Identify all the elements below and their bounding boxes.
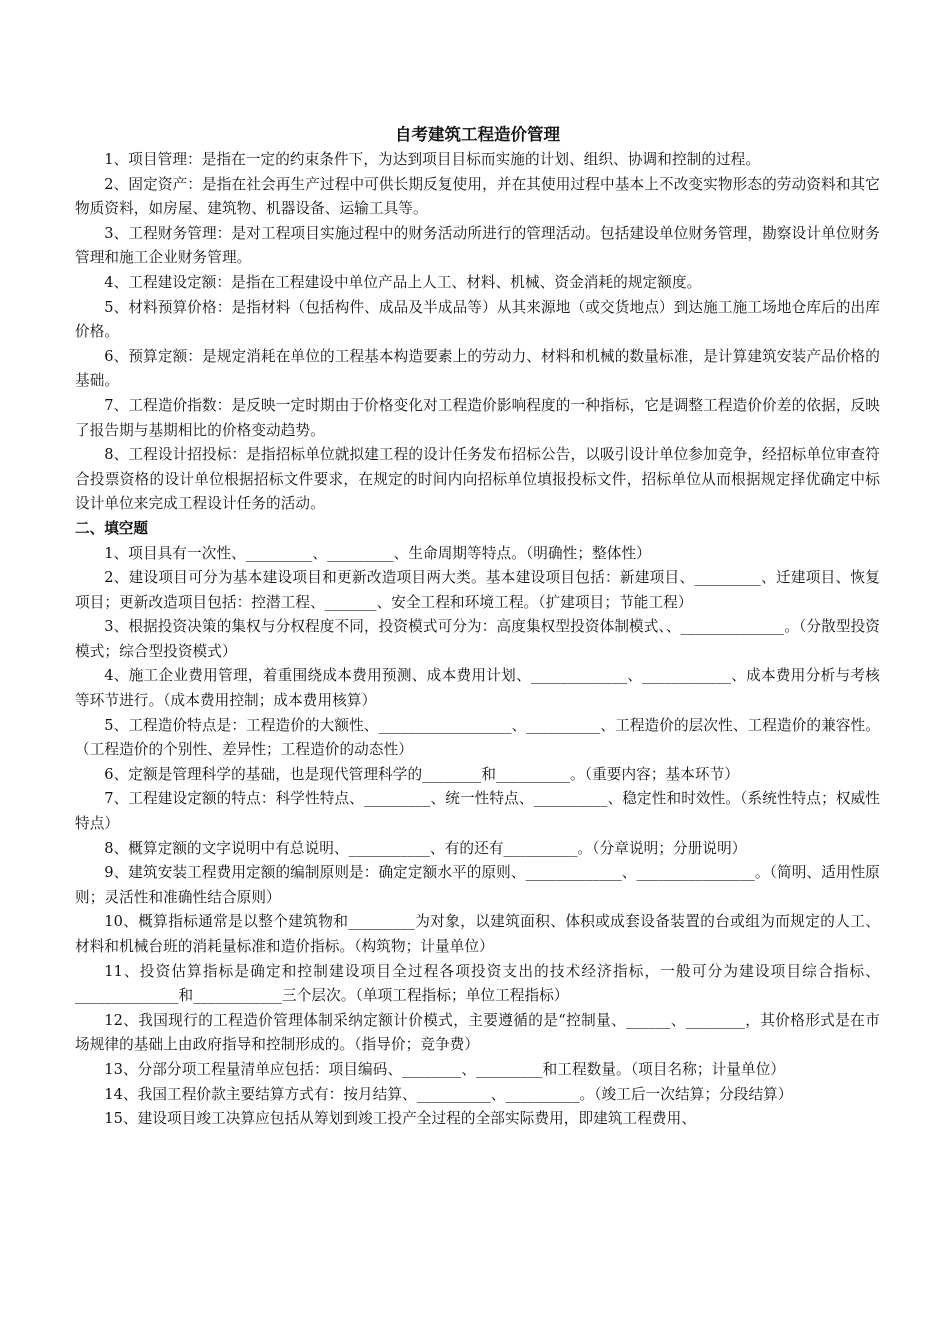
fill-in-item: 9、建筑安装工程费用定额的编制原则是：确定定额水平的原则、_____________、________________。（简明、适用性原则；灵活性和准确性结合原则）	[75, 864, 880, 906]
fill-in-item: 8、概算定额的文字说明中有总说明、___________、有的还有__________。（分章说明；分册说明）	[104, 839, 747, 857]
fill-in-item: 14、我国工程价款主要结算方式有：按月结算、__________、__________。（竣工后一次结算；分段结算）	[104, 1085, 793, 1103]
fill-in-item: 4、施工企业费用管理，着重围绕成本费用预测、成本费用计划、_____________、____________、成本费用分析与考核等环节进行。（成本费用控制；成本费用核算）	[75, 667, 880, 710]
fill-in-item: 3、根据投资决策的集权与分权程度不同，投资模式可分为：高度集权型投资体制模式、、______________。（分散型投资模式；综合型投资模式）	[75, 618, 880, 660]
definition-item: 5、材料预算价格：是指材料（包括构件、成品及半成品等）从其来源地（或交货地点）到达施工施工场地仓库后的出库价格。	[75, 298, 880, 341]
fill-in-item: 5、工程造价特点是：工程造价的大额性、__________________、__________、工程造价的层次性、工程造价的兼容性。（工程造价的个别性、差异性；工程造价的动态性）	[75, 716, 880, 759]
fill-in-item: 11、投资估算指标是确定和控制建设项目全过程各项投资支出的技术经济指标，一般可分为建设项目综合指标、______________和____________三个层次。（单项工程指标；单位工程指标）	[75, 962, 880, 1005]
fill-in-item: 1、项目具有一次性、_________、_________、生命周期等特点。（明确性；整体性）	[104, 544, 651, 562]
definition-item: 8、工程设计招投标：是指招标单位就拟建工程的设计任务发布招标公告，以吸引设计单位参加竞争，经招标单位审查符合投票资格的设计单位根据招标文件要求，在规定的时间内向招标单位填报投标文件，招标单位从而根据规定择优确定中标设计单位来完成工程设计任务的活动。	[75, 446, 880, 513]
definition-item: 2、固定资产：是指在社会再生产过程中可供长期反复使用，并在其使用过程中基本上不改变实物形态的劳动资料和其它物质资料，如房屋、建筑物、机器设备、运输工具等。	[75, 175, 880, 218]
definition-item: 3、工程财务管理：是对工程项目实施过程中的财务活动所进行的管理活动。包括建设单位财务管理，勘察设计单位财务管理和施工企业财务管理。	[75, 224, 880, 267]
fill-in-item: 7、工程建设定额的特点：科学性特点、_________、统一性特点、__________、稳定性和时效性。（系统性特点；权威性特点）	[75, 790, 880, 833]
fill-in-item: 2、建设项目可分为基本建设项目和更新改造项目两大类。基本建设项目包括：新建项目、_________、迁建项目、恢复项目；更新改造项目包括：控潜工程、_______、安全工程和环境工程。（扩建项目；节能工程）	[75, 569, 880, 611]
definition-item: 7、工程造价指数：是反映一定时期由于价格变化对工程造价影响程度的一种指标，它是调整工程造价价差的依据，反映了报告期与基期相比的价格变动趋势。	[75, 396, 880, 439]
document-page	[75, 124, 880, 1132]
fill-in-item: 13、分部分项工程量清单应包括：项目编码、________、_________和工程数量。（项目名称；计量单位）	[104, 1060, 786, 1078]
definition-item: 4、工程建设定额：是指在工程建设中单位产品上人工、材料、机械、资金消耗的规定额度。	[104, 273, 702, 291]
definition-item: 1、项目管理：是指在一定的约束条件下，为达到项目目标而实施的计划、组织、协调和控制的过程。	[104, 151, 761, 168]
fill-in-item: 6、定额是管理科学的基础，也是现代管理科学的________和__________。（重要内容；基本环节）	[104, 765, 740, 783]
document-title: 自考建筑工程造价管理	[395, 125, 560, 144]
fill-in-item: 12、我国现行的工程造价管理体制采纳定额计价模式，主要遵循的是“控制量、______、________，其价格形式是在市场规律的基础上由政府指导和控制形成的。（指导价；竞争费）	[75, 1011, 880, 1054]
fill-in-item: 15、建设项目竣工决算应包括从筹划到竣工投产全过程的全部实际费用，即建筑工程费用、	[104, 1110, 697, 1128]
fill-in-item: 10、概算指标通常是以整个建筑物和_________为对象，以建筑面积、体积或成套设备装置的台或组为而规定的人工、材料和机械台班的消耗量标准和造价指标。（构筑物；计量单位）	[75, 913, 880, 955]
section-heading: 二、填空题	[75, 519, 148, 537]
definition-item: 6、预算定额：是规定消耗在单位的工程基本构造要素上的劳动力、材料和机械的数量标准，是计算建筑安装产品价格的基础。	[75, 347, 880, 390]
